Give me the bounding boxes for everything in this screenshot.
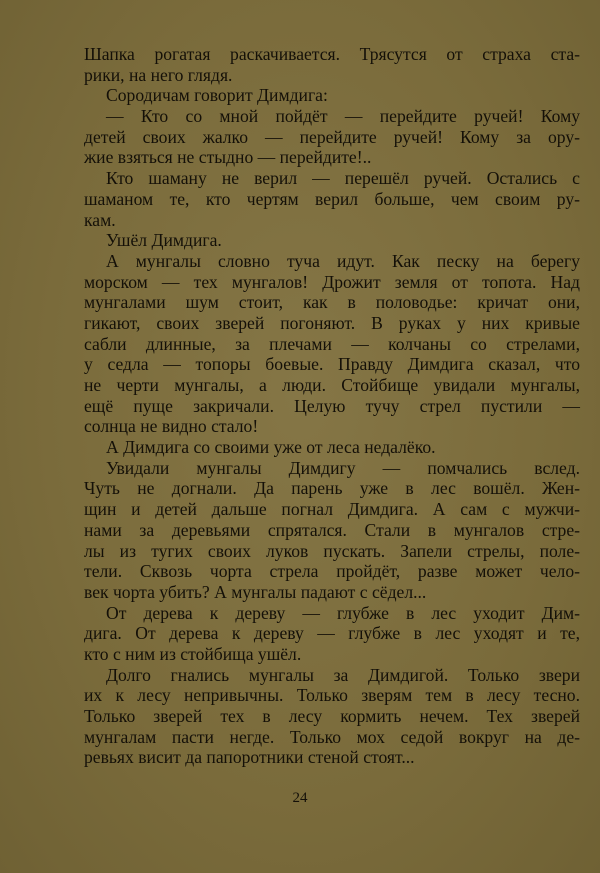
text-line: мунгалам пасти негде. Только мох седой вокруг на де- (84, 726, 580, 747)
text-line: лы из тугих своих луков пускать. Запели стрелы, поле- (84, 540, 580, 561)
text-line: солнца не видно стало! (84, 416, 259, 437)
text-line: ревьях висит да папоротники стеной стоят... (84, 747, 415, 768)
text-line: век чорта убить? А мунгалы падают с сёдел... (84, 581, 427, 602)
text-line: жие взяться не стыдно — перейдите!.. (84, 147, 372, 168)
text-line: А Димдига со своими уже от леса недалёко. (106, 437, 436, 458)
text-line: А мунгалы словно туча идут. Как песку на берегу (106, 250, 580, 271)
text-line: морском — тех мунгалов! Дрожит земля от топота. Над (84, 271, 580, 292)
text-line: Увидали мунгалы Димдигу — помчались вслед. (106, 457, 580, 478)
text-line: тели. Сквозь чорта стрела пройдёт, разве может чело- (84, 561, 580, 582)
text-line: их к лесу непривычны. Только зверям тем в лесу тесно. (84, 685, 580, 706)
text-line: мунгалами шум стоит, как в половодье: кричат они, (84, 292, 580, 313)
text-line: шаманом те, кто чертям верил больше, чем своим ру- (84, 188, 580, 209)
text-line: щин и детей дальше погнал Димдига. А сам с мужчи- (84, 499, 580, 520)
text-line: ещё пуще закричали. Целую тучу стрел пустили — (84, 395, 580, 416)
text-line: гикают, своих зверей погоняют. В руках у них кривые (84, 312, 580, 333)
text-line: рики, на него глядя. (84, 64, 233, 85)
text-line: не черти мунгалы, а люди. Стойбище увидали мунгалы, (84, 375, 580, 395)
text-line: Ушёл Димдига. (106, 230, 222, 251)
page-text (84, 44, 580, 768)
text-line: у седла — топоры боевые. Правду Димдига сказал, что (84, 354, 580, 375)
text-line: Только зверей тех в лесу кормить нечем. Тех зверей (84, 706, 580, 726)
text-line: нами за деревьями спрятался. Стали в мунгалов стре- (84, 519, 580, 540)
page-number: 24 (292, 790, 308, 806)
text-line: Чуть не догнали. Да парень уже в лес вошёл. Жен- (84, 478, 580, 499)
text-line: — Кто со мной пойдёт — перейдите ручей! Кому (106, 106, 580, 127)
text-line: Долго гнались мунгалы за Димдигой. Только звери (106, 664, 580, 685)
text-line: кто с ним из стойбища ушёл. (84, 643, 302, 664)
text-line: Сородичам говорит Димдига: (106, 85, 328, 106)
text-line: От дерева к дереву — глубже в лес уходит Дим- (106, 602, 580, 623)
text-line: Шапка рогатая раскачивается. Трясутся от страха ста- (84, 44, 580, 64)
text-line: детей своих жалко — перейдите ручей! Кому за ору- (84, 126, 580, 147)
text-line: Кто шаману не верил — перешёл ручей. Остались с (106, 168, 580, 189)
text-line: дига. От дерева к дереву — глубже в лес уходят и те, (84, 623, 580, 644)
text-line: кам. (84, 209, 116, 230)
text-line: сабли длинные, за плечами — колчаны со стрелами, (84, 333, 580, 354)
